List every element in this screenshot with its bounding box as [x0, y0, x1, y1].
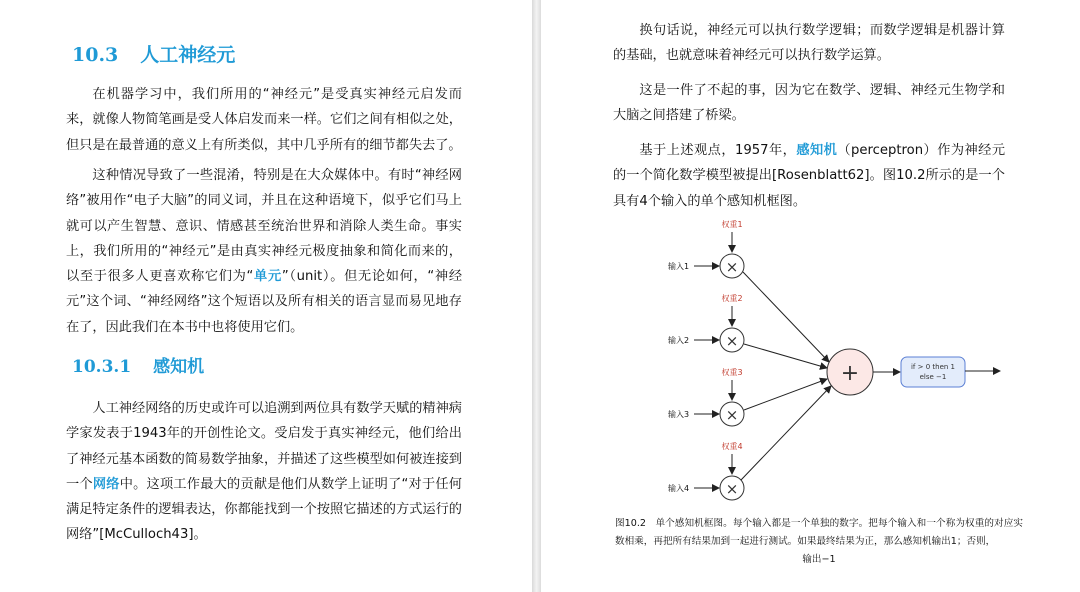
step-function-text: if > 0 then 1: [910, 363, 956, 371]
paragraph: 这是一件了不起的事，因为它在数学、逻辑、神经元生物学和大脑之间搭建了桥梁。: [613, 83, 1005, 124]
weight-label: 权重1: [721, 220, 743, 229]
paragraph-text: 人工神经网络的历史或许可以追溯到两位具有数学天赋的精神病学家发表于1943年的开创性论文。受启发于真实神经元，他们给出了神经元基本函数的简易数学抽象，并描述了这些模型如何被连接到一个: [66, 401, 462, 492]
page-gutter: [532, 0, 541, 592]
input-label: 输入2: [668, 336, 690, 345]
paragraph: [66, 163, 462, 340]
paragraph: 在机器学习中，我们所用的“神经元”是受真实神经元启发而来，就像人物简笔画是受人体启发而来一样。它们之间有相似之处，但只是在最普通的意义上有所类似，其中几乎所有的细节都失去了。: [66, 87, 462, 153]
caption-text: 单个感知机框图。每个输入都是一个单独的数字。把每个输入和一个称为权重的对应实数相乘，再把所有结果加到一起进行测试。如果最终结果为正，那么感知机输出1；否则，: [615, 518, 1024, 547]
paragraph-text: 中。这项工作最大的贡献是他们从数学上证明了“对于任何满足特定条件的逻辑表达，你都能找到一个按照它描述的方式运行的网络”[McCulloch43]。: [66, 476, 462, 543]
keyword-network: 网络: [92, 476, 120, 492]
input-label: 输入4: [668, 484, 690, 493]
output-arrow: [965, 366, 1005, 376]
perceptron-diagram: [666, 212, 966, 502]
connection-arrow: [741, 386, 831, 480]
figure-caption: [615, 515, 1023, 569]
input-label: 输入3: [668, 410, 690, 419]
weight-label: 权重4: [721, 442, 743, 451]
subsection-number: 10.3.1: [72, 357, 132, 377]
step-function-box: [901, 357, 965, 387]
paragraph-text: 基于上述观点，1957年，: [639, 143, 797, 158]
paragraph-text: ”（unit）。但无论如何，“神经元”这个词、“神经网络”这个短语以及所有相关的语言显而易见地存在了，因此我们在本书中也将使用它们。: [66, 269, 463, 335]
right-page: [541, 0, 1080, 592]
weight-label: 权重2: [721, 294, 743, 303]
connection-arrow: [743, 272, 829, 362]
section-title: 人工神经元: [140, 44, 236, 66]
paragraph: [613, 138, 1005, 214]
caption-text: 输出−1: [802, 554, 836, 565]
left-page: [0, 0, 532, 592]
section-number: 10.3: [72, 44, 119, 66]
plus-icon: +: [840, 361, 860, 386]
section-heading: [72, 40, 235, 67]
multiply-icon: ×: [725, 406, 739, 424]
subsection-heading: [72, 352, 204, 377]
multiply-icon: ×: [725, 332, 739, 350]
figure-label: 图10.2: [615, 518, 647, 529]
connection-arrow: [744, 379, 827, 410]
multiply-icon: ×: [725, 480, 739, 498]
subsection-title: 感知机: [153, 357, 205, 377]
weight-label: 权重3: [721, 368, 743, 377]
paragraph-text: （perceptron）作为神经元的一个简化数学模型被提出[Rosenblatt62]。图10.2所示的是一个具有4个输入的单个感知机框图。: [613, 143, 1006, 209]
multiply-icon: ×: [725, 258, 739, 276]
keyword-unit: 单元: [253, 269, 282, 285]
keyword-perceptron: 感知机: [796, 143, 838, 158]
step-function-text: else −1: [919, 373, 947, 381]
paragraph-text: 这种情况导致了一些混淆，特别是在大众媒体中。有时“神经网络”被用作“电子大脑”的同义词，并且在这种语境下，似乎它们马上就可以产生智慧、意识、情感甚至统治世界和消除人类生命。事实上，我们所用的“神经元”是由真实神经元极度抽象和简化而来的，以至于很多人更喜欢称它们为“: [66, 168, 462, 285]
paragraph: [66, 396, 462, 548]
input-label: 输入1: [668, 262, 690, 271]
paragraph: 换句话说，神经元可以执行数学逻辑；而数学逻辑是机器计算的基础，也就意味着神经元可以执行数学运算。: [613, 23, 1005, 64]
